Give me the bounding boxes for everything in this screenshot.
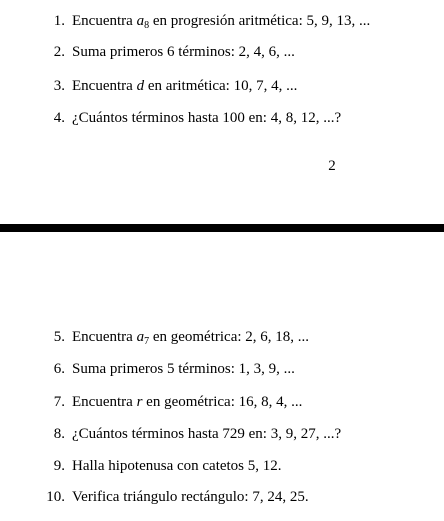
exercise-item-6 [0, 358, 444, 380]
item-text: ¿Cuántos términos hasta 100 en: 4, 8, 12, ...? [72, 110, 342, 126]
item-text: Encuentra $a_8$ en progresión aritmética: 5, 9, 13, ... [72, 13, 371, 31]
page-bottom [0, 232, 444, 521]
item-number: 1. [53, 13, 65, 29]
item-text: Suma primeros 5 términos: 1, 3, 9, ... [72, 361, 295, 377]
item-number: 7. [53, 394, 65, 410]
page-top [0, 0, 444, 224]
math-subscript: 8 [144, 20, 150, 31]
item-number: 4. [53, 110, 65, 126]
item-number: 6. [53, 361, 65, 377]
item-number: 8. [53, 426, 65, 442]
math-variable: d [136, 78, 145, 94]
item-text: Halla hipotenusa con catetos 5, 12. [72, 458, 282, 474]
math-variable: a [136, 13, 145, 29]
item-number: 5. [53, 329, 65, 345]
math-subscript: 7 [144, 336, 150, 347]
exercise-item-7 [0, 391, 444, 413]
exercise-item-8 [0, 423, 444, 445]
item-number: 3. [53, 78, 65, 94]
item-number: 2. [53, 44, 65, 60]
item-text: Encuentra r en geométrica: 16, 8, 4, ... [72, 394, 303, 410]
exercise-item-10 [0, 486, 444, 508]
item-text: Encuentra d en aritmética: 10, 7, 4, ... [72, 78, 298, 94]
page-separator [0, 224, 444, 232]
item-text: Verifica triángulo rectángulo: 7, 24, 25. [72, 489, 309, 505]
item-text: ¿Cuántos términos hasta 729 en: 3, 9, 27, ...? [72, 426, 342, 442]
exercise-item-3 [0, 75, 444, 97]
exercise-item-5 [0, 326, 444, 348]
exercise-item-9 [0, 455, 444, 477]
item-text: Suma primeros 6 términos: 2, 4, 6, ... [72, 44, 295, 60]
math-variable: r [136, 394, 143, 410]
exercise-item-2 [0, 41, 444, 63]
page-number: 2 [328, 158, 336, 174]
exercise-item-4 [0, 107, 444, 129]
item-text: Encuentra $a_7$ en geométrica: 2, 6, 18, ... [72, 329, 310, 347]
exercise-item-1 [0, 10, 444, 32]
math-variable: a [136, 329, 145, 345]
item-number: 9. [53, 458, 65, 474]
item-number: 10. [46, 489, 65, 505]
